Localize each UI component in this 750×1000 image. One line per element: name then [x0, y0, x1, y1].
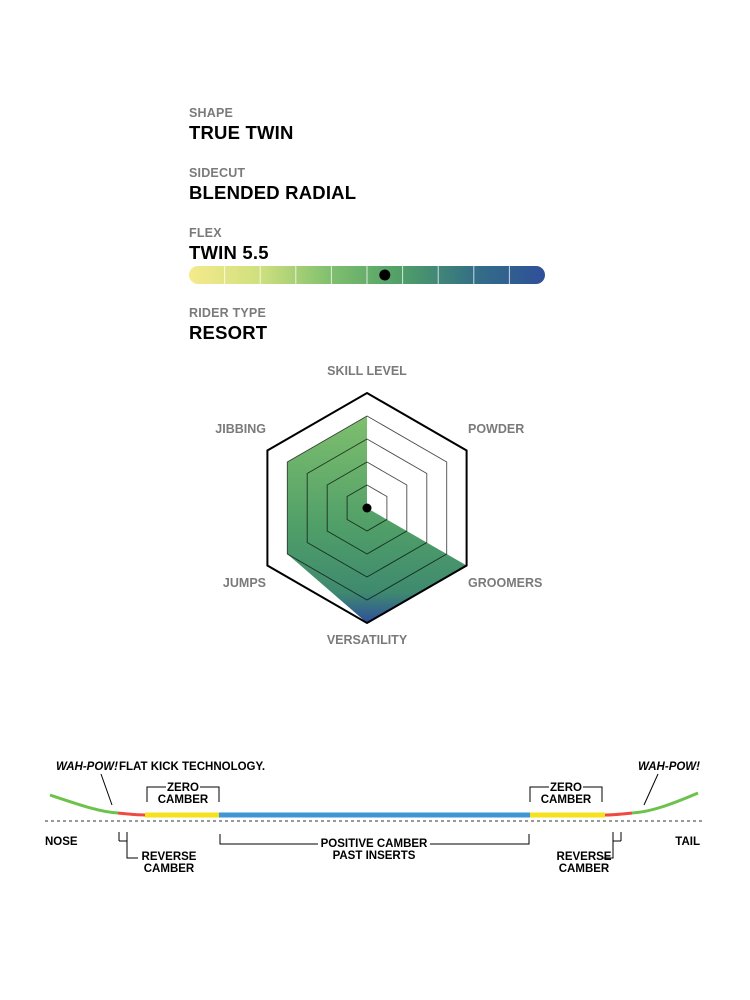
shape-value: TRUE TWIN	[189, 122, 294, 143]
reverse-camber-nose-segment	[118, 813, 145, 815]
reverse-camber-tail-segment	[605, 813, 632, 815]
nose-kick-segment	[50, 795, 118, 813]
axis-label-versatility: VERSATILITY	[326, 633, 408, 647]
sidecut-label: SIDECUT	[189, 166, 246, 180]
zero-camber-right-label-1: ZERO	[550, 782, 582, 794]
reverse-camber-left-label-1: REVERSE	[141, 851, 197, 863]
rider-radar-chart	[0, 355, 750, 655]
reverse-camber-left-label-2: CAMBER	[143, 863, 195, 875]
spec-shape	[189, 106, 294, 144]
flex-rating-graphic	[189, 266, 545, 284]
flex-value: TWIN 5.5	[189, 242, 269, 263]
flex-label: FLEX	[189, 226, 222, 240]
positive-camber-label-2: PAST INSERTS	[332, 850, 416, 862]
axis-label-groomers: GROOMERS	[468, 576, 543, 590]
axis-label-jibbing: JIBBING	[215, 422, 266, 436]
reverse-camber-left-bracket	[119, 832, 138, 858]
radar-center-dot	[363, 504, 372, 513]
tail-label: TAIL	[675, 836, 700, 848]
reverse-camber-right-label-1: REVERSE	[556, 851, 612, 863]
axis-label-jumps: JUMPS	[222, 576, 266, 590]
spec-rider-type	[189, 306, 267, 344]
wah-pow-left-pointer	[101, 774, 112, 805]
reverse-camber-right-label-2: CAMBER	[558, 863, 610, 875]
spec-flex	[189, 226, 269, 264]
rider-type-label: RIDER TYPE	[189, 306, 267, 320]
wah-pow-right-pointer	[644, 774, 658, 805]
camber-profile-diagram	[0, 750, 750, 890]
nose-label: NOSE	[45, 836, 78, 848]
wah-pow-right-label: WAH-POW!	[638, 761, 700, 773]
shape-label: SHAPE	[189, 106, 234, 120]
flat-kick-label: FLAT KICK TECHNOLOGY.	[119, 761, 266, 773]
flex-rating-bar	[189, 266, 545, 284]
wah-pow-left-label: WAH-POW!	[56, 761, 118, 773]
zero-camber-right-label-2: CAMBER	[540, 794, 592, 806]
tail-kick-segment	[632, 793, 698, 813]
zero-camber-left-label-1: ZERO	[167, 782, 199, 794]
spec-sidecut	[189, 166, 356, 204]
positive-camber-label-1: POSITIVE CAMBER	[320, 838, 428, 850]
flex-rating-marker	[379, 270, 390, 281]
sidecut-value: BLENDED RADIAL	[189, 182, 357, 203]
rider-type-value: RESORT	[189, 322, 268, 343]
axis-label-skill-level: SKILL LEVEL	[327, 364, 407, 378]
axis-label-powder: POWDER	[468, 422, 525, 436]
zero-camber-left-label-2: CAMBER	[157, 794, 209, 806]
